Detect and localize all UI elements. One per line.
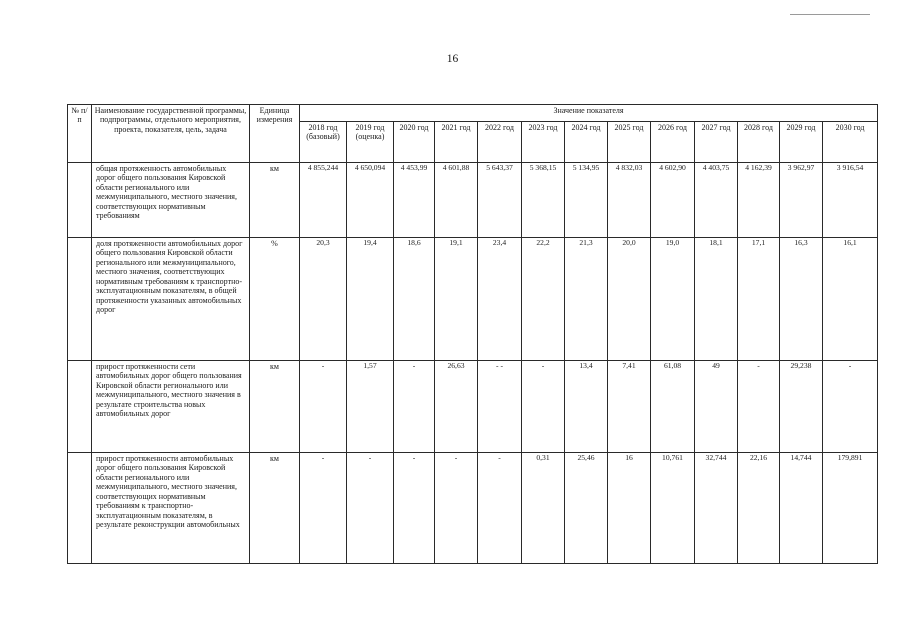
value-cell: 0,31 <box>522 453 565 564</box>
year-header: 2018 год (базовый) <box>300 122 347 163</box>
value-cell: - <box>478 453 522 564</box>
year-header: 2020 год <box>394 122 435 163</box>
year-header: 2021 год <box>435 122 478 163</box>
year-header: 2029 год <box>780 122 823 163</box>
value-cell: 20,0 <box>608 238 651 361</box>
value-cell: 13,4 <box>565 361 608 453</box>
value-cell: 7,41 <box>608 361 651 453</box>
year-header: 2025 год <box>608 122 651 163</box>
value-cell: 18,1 <box>695 238 738 361</box>
value-cell: 29,238 <box>780 361 823 453</box>
year-header: 2023 год <box>522 122 565 163</box>
value-cell: 18,6 <box>394 238 435 361</box>
year-header: 2026 год <box>651 122 695 163</box>
name-header: Наименование государственной программы, подпрограммы, отдельного мероприятия, проекта, показателя, цель, задача <box>92 105 250 163</box>
value-cell: 26,63 <box>435 361 478 453</box>
value-cell: 19,0 <box>651 238 695 361</box>
value-cell: 5 134,95 <box>565 163 608 238</box>
table-row <box>68 238 878 361</box>
value-cell: 4 650,094 <box>347 163 394 238</box>
value-cell: 17,1 <box>738 238 780 361</box>
value-cell: 4 601,88 <box>435 163 478 238</box>
value-cell: - <box>300 453 347 564</box>
value-cell: - <box>394 361 435 453</box>
page-number: 16 <box>446 53 459 65</box>
year-header: 2030 год <box>823 122 878 163</box>
value-cell: 14,744 <box>780 453 823 564</box>
value-cell: 21,3 <box>565 238 608 361</box>
value-cell: 4 453,99 <box>394 163 435 238</box>
indicator-unit: км <box>250 163 300 238</box>
value-cell: - <box>738 361 780 453</box>
row-number <box>68 361 92 453</box>
value-cell: 3 916,54 <box>823 163 878 238</box>
year-header: 2028 год <box>738 122 780 163</box>
top-rule <box>790 14 870 15</box>
value-cell: 23,4 <box>478 238 522 361</box>
year-header: 2022 год <box>478 122 522 163</box>
value-cell: - <box>300 361 347 453</box>
value-cell: 20,3 <box>300 238 347 361</box>
value-cell: - <box>823 361 878 453</box>
row-number <box>68 453 92 564</box>
value-cell: 179,891 <box>823 453 878 564</box>
value-cell: 3 962,97 <box>780 163 823 238</box>
year-header: 2027 год <box>695 122 738 163</box>
indicator-unit: % <box>250 238 300 361</box>
indicator-name: прирост протяженности автомобильных дорог общего пользования Кировской области регионального или межмуниципального, местного значения, соответствующих нормативным требованиям к транспортно-эксплуатационным показателям, в результате реконструкции автомобильных <box>92 453 250 564</box>
year-header: 2019 год (оценка) <box>347 122 394 163</box>
value-cell: 16,3 <box>780 238 823 361</box>
values-header: Значение показателя <box>300 105 878 122</box>
indicator-name: прирост протяженности сети автомобильных дорог общего пользования Кировской области регионального или межмуниципального, местного значения в результате строительства новых автомобильных дорог <box>92 361 250 453</box>
value-cell: 61,08 <box>651 361 695 453</box>
value-cell: 16 <box>608 453 651 564</box>
value-cell: 4 855,244 <box>300 163 347 238</box>
indicator-name: доля протяженности автомобильных дорог общего пользования Кировской области регионального или межмуниципального, местного значения, соответствующих нормативным требованиям к транспортно-эксплуатационным показателям, в общей протяженности указанных автомобильных дорог <box>92 238 250 361</box>
value-cell: 25,46 <box>565 453 608 564</box>
row-number <box>68 163 92 238</box>
indicators-table <box>67 104 878 564</box>
value-cell: 19,4 <box>347 238 394 361</box>
value-cell: 4 162,39 <box>738 163 780 238</box>
value-cell: 4 832,03 <box>608 163 651 238</box>
value-cell: 4 602,90 <box>651 163 695 238</box>
unit-header: Единица измерения <box>250 105 300 163</box>
indicator-unit: км <box>250 361 300 453</box>
table-row <box>68 453 878 564</box>
value-cell: 22,2 <box>522 238 565 361</box>
num-header: № п/п <box>68 105 92 163</box>
value-cell: - - <box>478 361 522 453</box>
value-cell: 1,57 <box>347 361 394 453</box>
value-cell: 49 <box>695 361 738 453</box>
table-row <box>68 361 878 453</box>
value-cell: - <box>394 453 435 564</box>
table-row <box>68 163 878 238</box>
value-cell: 16,1 <box>823 238 878 361</box>
value-cell: 5 643,37 <box>478 163 522 238</box>
row-number <box>68 238 92 361</box>
value-cell: - <box>347 453 394 564</box>
value-cell: 5 368,15 <box>522 163 565 238</box>
value-cell: 32,744 <box>695 453 738 564</box>
year-header: 2024 год <box>565 122 608 163</box>
value-cell: 19,1 <box>435 238 478 361</box>
value-cell: 10,761 <box>651 453 695 564</box>
value-cell: - <box>435 453 478 564</box>
indicator-unit: км <box>250 453 300 564</box>
value-cell: - <box>522 361 565 453</box>
indicator-name: общая протяженность автомобильных дорог общего пользования Кировской области регионального или межмуниципального, местного значения, соответствующих нормативным требованиям <box>92 163 250 238</box>
value-cell: 4 403,75 <box>695 163 738 238</box>
value-cell: 22,16 <box>738 453 780 564</box>
